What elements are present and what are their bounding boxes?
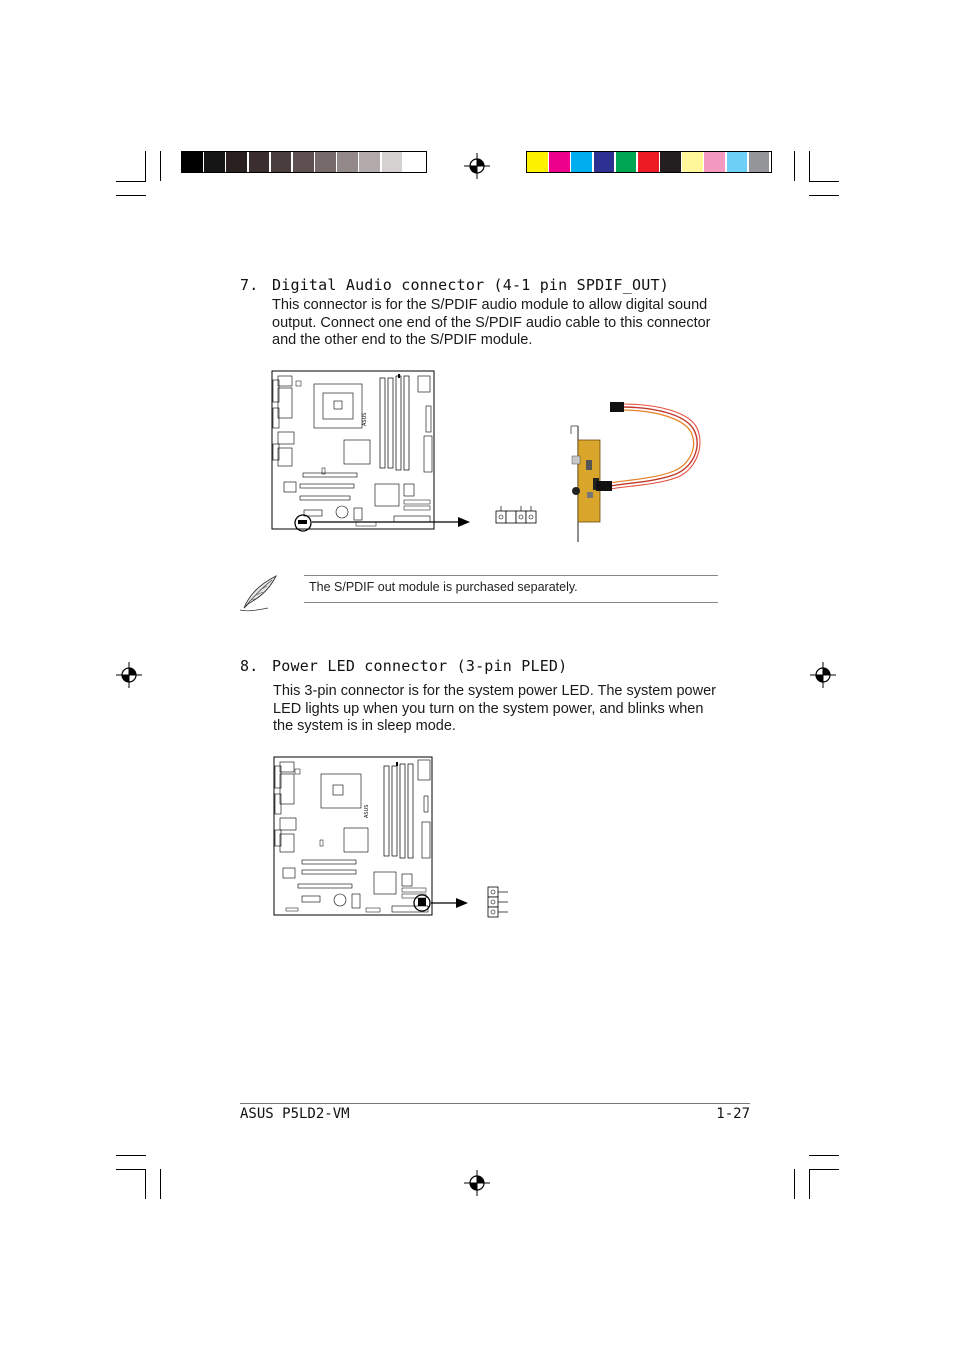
crop-mark	[809, 1155, 839, 1156]
calibration-swatch	[638, 152, 659, 172]
calibration-swatch	[682, 152, 703, 172]
section-number: 8.	[240, 657, 259, 675]
calibration-swatch	[359, 152, 380, 172]
registration-mark-icon	[116, 662, 142, 688]
calibration-swatch	[271, 152, 292, 172]
spdif-module-image	[566, 400, 706, 545]
board-logo: ASUS	[362, 412, 368, 426]
calibration-swatch	[527, 152, 548, 172]
crop-mark	[160, 1169, 161, 1199]
crop-mark	[116, 1169, 146, 1170]
crop-mark	[809, 1169, 839, 1170]
calibration-swatch	[404, 152, 425, 172]
calibration-swatch	[727, 152, 748, 172]
section-title: Power LED connector (3-pin PLED)	[272, 657, 568, 675]
calibration-swatch	[226, 152, 247, 172]
note-bottom-rule	[304, 602, 718, 603]
crop-mark	[809, 195, 839, 196]
registration-mark-icon	[464, 1170, 490, 1196]
calibration-swatch	[704, 152, 725, 172]
footer-product: ASUS P5LD2-VM	[240, 1106, 350, 1122]
calibration-swatch	[293, 152, 314, 172]
crop-mark	[145, 151, 146, 181]
crop-mark	[809, 181, 839, 182]
section-heading	[240, 657, 567, 675]
footer-page-number: 1-27	[716, 1106, 750, 1122]
spdif-connector-pins	[494, 506, 544, 526]
calibration-swatch	[616, 152, 637, 172]
calibration-swatch	[249, 152, 270, 172]
calibration-swatch	[204, 152, 225, 172]
crop-mark	[794, 1169, 795, 1199]
color-calibration-bar	[526, 151, 772, 173]
note-text: The S/PDIF out module is purchased separately.	[309, 580, 578, 594]
section-number: 7.	[240, 276, 259, 294]
pled-connector-pins	[486, 884, 512, 920]
footer-rule	[240, 1103, 750, 1104]
crop-mark	[116, 181, 146, 182]
motherboard-diagram	[270, 370, 470, 532]
calibration-swatch	[337, 152, 358, 172]
registration-mark-icon	[810, 662, 836, 688]
crop-mark	[794, 151, 795, 181]
note-top-rule	[304, 575, 718, 576]
section-title: Digital Audio connector (4-1 pin SPDIF_OUT)	[272, 276, 669, 294]
crop-mark	[160, 151, 161, 181]
calibration-swatch	[382, 152, 403, 172]
calibration-swatch	[749, 152, 770, 172]
section-paragraph: This 3-pin connector is for the system power LED. The system power LED lights up when you turn on the system power, and blinks when the system is in sleep mode.	[273, 683, 716, 734]
crop-mark	[809, 1169, 810, 1199]
calibration-swatch	[660, 152, 681, 172]
section-paragraph: This connector is for the S/PDIF audio module to allow digital sound output. Connect one end of the S/PDIF audio cable to this connector and the other end to the S/PDIF module.	[272, 297, 711, 348]
calibration-swatch	[549, 152, 570, 172]
crop-mark	[809, 151, 810, 181]
grayscale-calibration-bar	[181, 151, 427, 173]
calibration-swatch	[315, 152, 336, 172]
calibration-swatch	[594, 152, 615, 172]
crop-mark	[116, 195, 146, 196]
crop-mark	[145, 1169, 146, 1199]
crop-mark	[116, 1155, 146, 1156]
section-heading	[240, 276, 669, 294]
calibration-swatch	[571, 152, 592, 172]
feather-pen-icon	[238, 574, 280, 612]
motherboard-diagram	[272, 756, 472, 918]
board-logo: ASUS	[364, 804, 370, 818]
registration-mark-icon	[464, 153, 490, 179]
calibration-swatch	[182, 152, 203, 172]
